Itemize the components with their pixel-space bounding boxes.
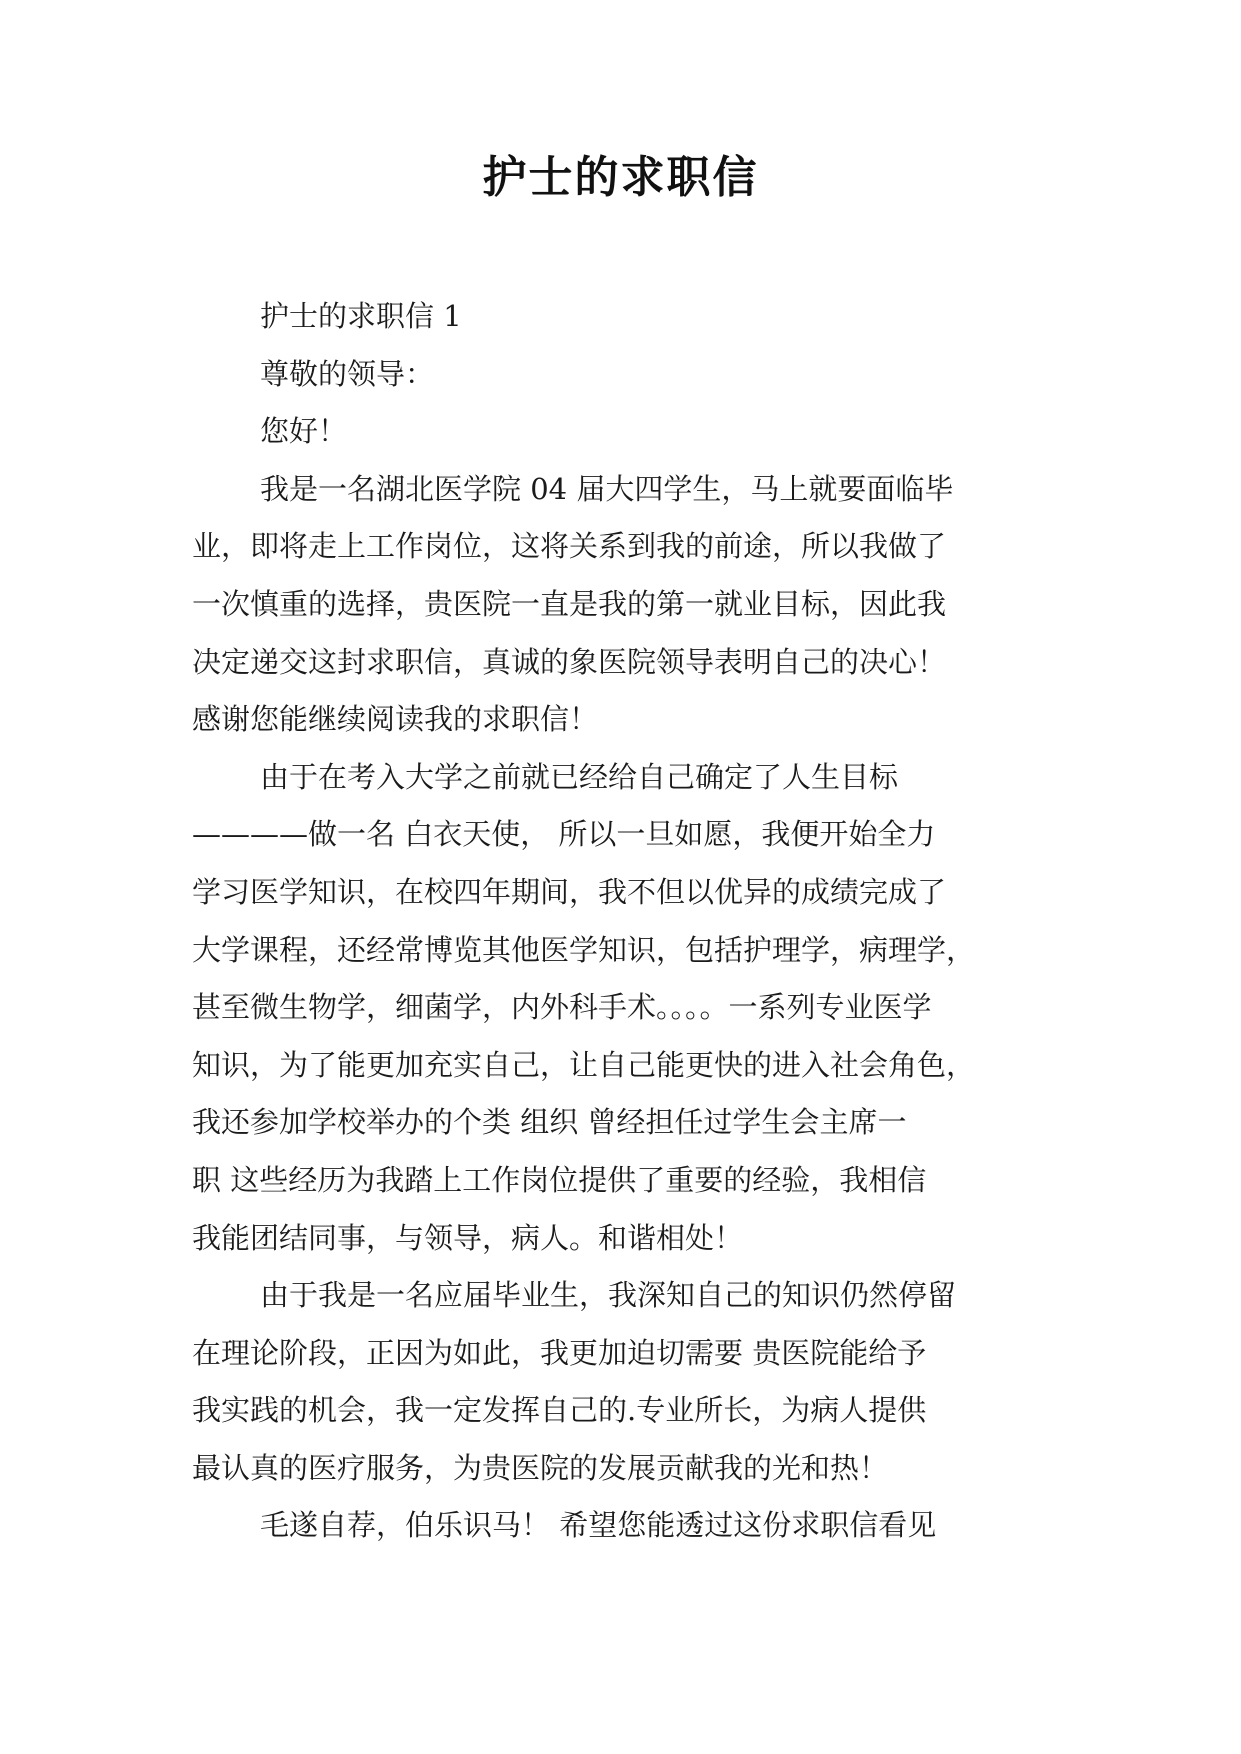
greeting-line: 您好！ xyxy=(260,414,348,449)
paragraph-line: 我实践的机会，我一定发挥自己的.专业所长，为病人提供 xyxy=(192,1393,927,1428)
paragraph-line: 由于在考入大学之前就已经给自己确定了人生目标 xyxy=(260,759,899,794)
paragraph-line: 我能团结同事，与领导，病人。和谐相处！ xyxy=(192,1220,744,1255)
paragraph-line: 知识，为了能更加充实自己，让自己能更快的进入社会角色， xyxy=(192,1047,976,1082)
paragraph-line: 我还参加学校举办的个类 组织 曾经担任过学生会主席一 xyxy=(192,1105,907,1140)
paragraph-line: 一次慎重的选择，贵医院一直是我的第一就业目标，因此我 xyxy=(192,586,947,621)
document-body xyxy=(192,288,1052,1555)
paragraph-line: 决定递交这封求职信，真诚的象医院领导表明自己的决心！ xyxy=(192,644,947,679)
paragraph-line: 职 这些经历为我踏上工作岗位提供了重要的经验，我相信 xyxy=(192,1162,927,1197)
paragraph-line: 学习医学知识，在校四年期间，我不但以优异的成绩完成了 xyxy=(192,874,947,909)
paragraph-line: 护士的求职信 1 xyxy=(260,299,462,333)
paragraph-line: 我是一名湖北医学院 04 届大四学生，马上就要面临毕 xyxy=(260,471,954,506)
paragraph-line: 在理论阶段，正因为如此，我更加迫切需要 贵医院能给予 xyxy=(192,1335,927,1370)
paragraph-line: 业，即将走上工作岗位，这将关系到我的前途，所以我做了 xyxy=(192,529,947,564)
paragraph-line: 由于我是一名应届毕业生，我深知自己的知识仍然停留 xyxy=(260,1278,957,1313)
salutation-line: 尊敬的领导： xyxy=(260,356,435,391)
paragraph-line: 毛遂自荐，伯乐识马！ 希望您能透过这份求职信看见 xyxy=(260,1508,937,1543)
document-title: 护士的求职信 xyxy=(482,152,759,203)
paragraph-line: ————做一名 白衣天使， 所以一旦如愿，我便开始全力 xyxy=(192,817,936,852)
paragraph-line: 最认真的医疗服务，为贵医院的发展贡献我的光和热！ xyxy=(192,1450,889,1485)
paragraph-line: 甚至微生物学，细菌学，内外科手术。。。。一系列专业医学 xyxy=(192,990,932,1025)
paragraph-line: 感谢您能继续阅读我的求职信！ xyxy=(192,702,599,737)
paragraph-line: 大学课程，还经常博览其他医学知识，包括护理学，病理学， xyxy=(192,932,976,967)
